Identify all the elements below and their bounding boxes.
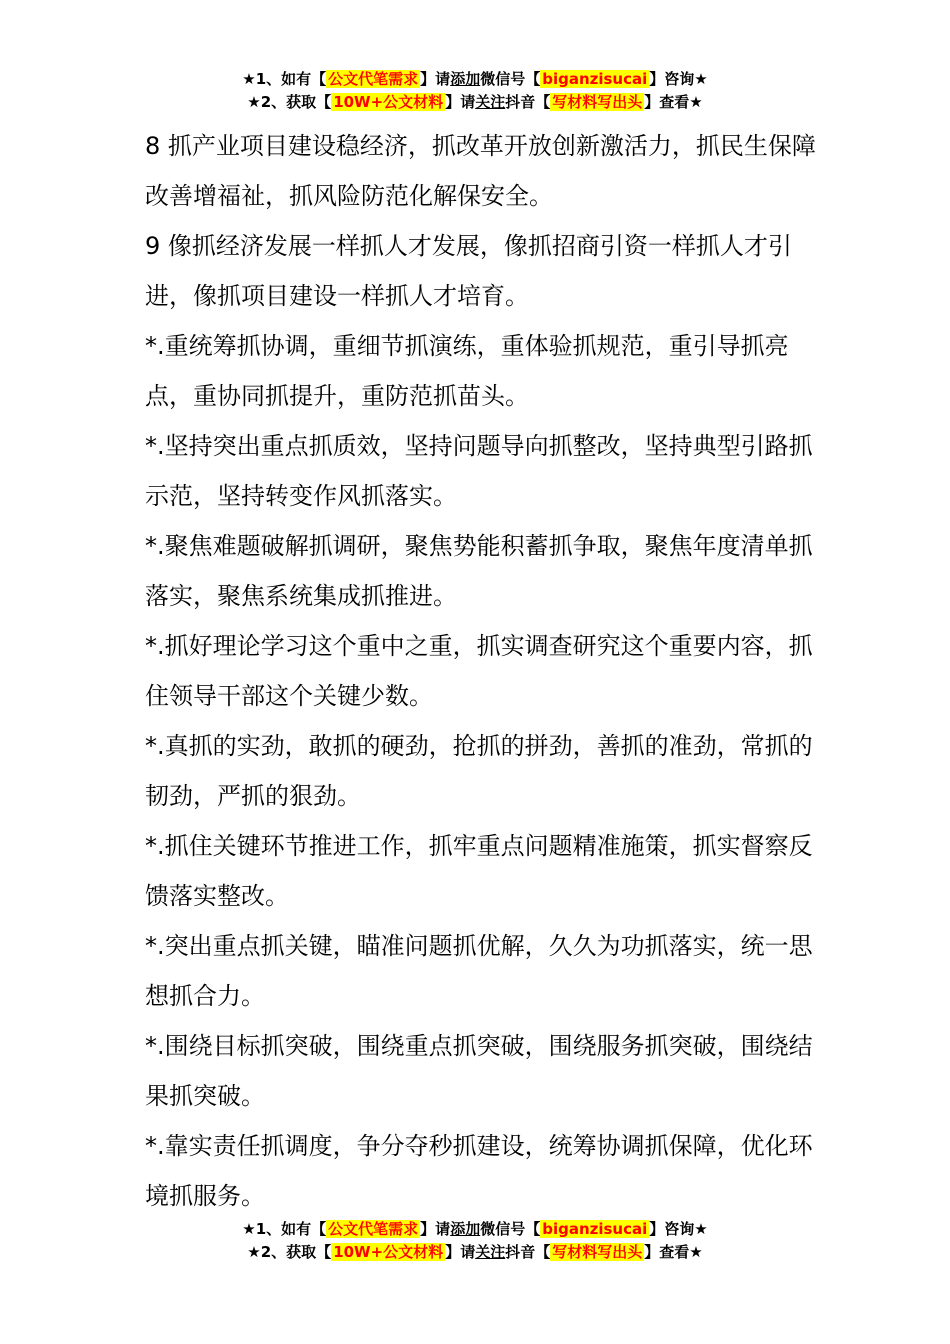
paragraph: *.抓好理论学习这个重中之重，抓实调查研究这个重要内容，抓住领导干部这个关键少数。 [145,632,813,710]
banner-text: 】查看★ [644,1243,703,1261]
paragraph: *.坚持突出重点抓质效，坚持问题导向抓整改，坚持典型引路抓示范，坚持转变作风抓落实。 [145,432,813,510]
banner-highlight: 10W+公文材料 [333,93,444,111]
banner-text: 】咨询★ [649,70,708,88]
banner-text: ★1、如有【 [242,70,327,88]
banner-text: 】请 [445,1243,476,1261]
banner-emphasis: 添加 [450,70,481,88]
banner-line-1 [0,68,950,91]
banner-text: ★2、获取【 [247,1243,332,1261]
banner-emphasis: 关注 [475,1243,506,1261]
banner-highlight: biganzisucai [542,70,648,88]
banner-text: 微信号【 [480,70,541,88]
banner-line-2 [0,91,950,114]
banner-text: 】咨询★ [649,1220,708,1238]
banner-text: 抖音【 [505,1243,551,1261]
banner-line-2 [0,1241,950,1264]
banner-highlight: 公文代笔需求 [328,1220,419,1238]
banner-highlight: 10W+公文材料 [333,1243,444,1261]
banner-text: ★1、如有【 [242,1220,327,1238]
paragraph: *.真抓的实劲，敢抓的硬劲，抢抓的拼劲，善抓的准劲，常抓的韧劲，严抓的狠劲。 [145,732,813,810]
paragraph: *.围绕目标抓突破，围绕重点抓突破，围绕服务抓突破，围绕结果抓突破。 [145,1032,813,1110]
banner-text: ★2、获取【 [247,93,332,111]
banner-text: 】查看★ [644,93,703,111]
banner-highlight: 写材料写出头 [552,1243,643,1261]
banner-highlight: biganzisucai [542,1220,648,1238]
paragraph: *.靠实责任抓调度，争分夺秒抓建设，统筹协调抓保障，优化环境抓服务。 [145,1132,813,1210]
paragraph: 9 像抓经济发展一样抓人才发展，像抓招商引资一样抓人才引进，像抓项目建设一样抓人才培育。 [145,232,792,310]
banner-text: 】请 [445,93,476,111]
paragraph: *.重统筹抓协调，重细节抓演练，重体验抓规范，重引导抓亮点，重协同抓提升，重防范抓苗头。 [145,332,789,410]
banner-text: 微信号【 [480,1220,541,1238]
paragraph: *.突出重点抓关键，瞄准问题抓优解，久久为功抓落实，统一思想抓合力。 [145,932,813,1010]
banner-emphasis: 关注 [475,93,506,111]
banner-highlight: 写材料写出头 [552,93,643,111]
top-banner [0,68,950,114]
banner-text: 抖音【 [505,93,551,111]
paragraph: *.抓住关键环节推进工作，抓牢重点问题精准施策，抓实督察反馈落实整改。 [145,832,813,910]
banner-highlight: 公文代笔需求 [328,70,419,88]
paragraph: *.聚焦难题破解抓调研，聚焦势能积蓄抓争取，聚焦年度清单抓落实，聚焦系统集成抓推进。 [145,532,813,610]
banner-line-1 [0,1218,950,1241]
banner-emphasis: 添加 [450,1220,481,1238]
banner-text: 】请 [420,70,451,88]
document-body [145,121,835,1221]
banner-text: 】请 [420,1220,451,1238]
paragraph: 8 抓产业项目建设稳经济，抓改革开放创新激活力，抓民生保障改善增福祉，抓风险防范化解保安全。 [145,132,816,210]
bottom-banner [0,1218,950,1264]
